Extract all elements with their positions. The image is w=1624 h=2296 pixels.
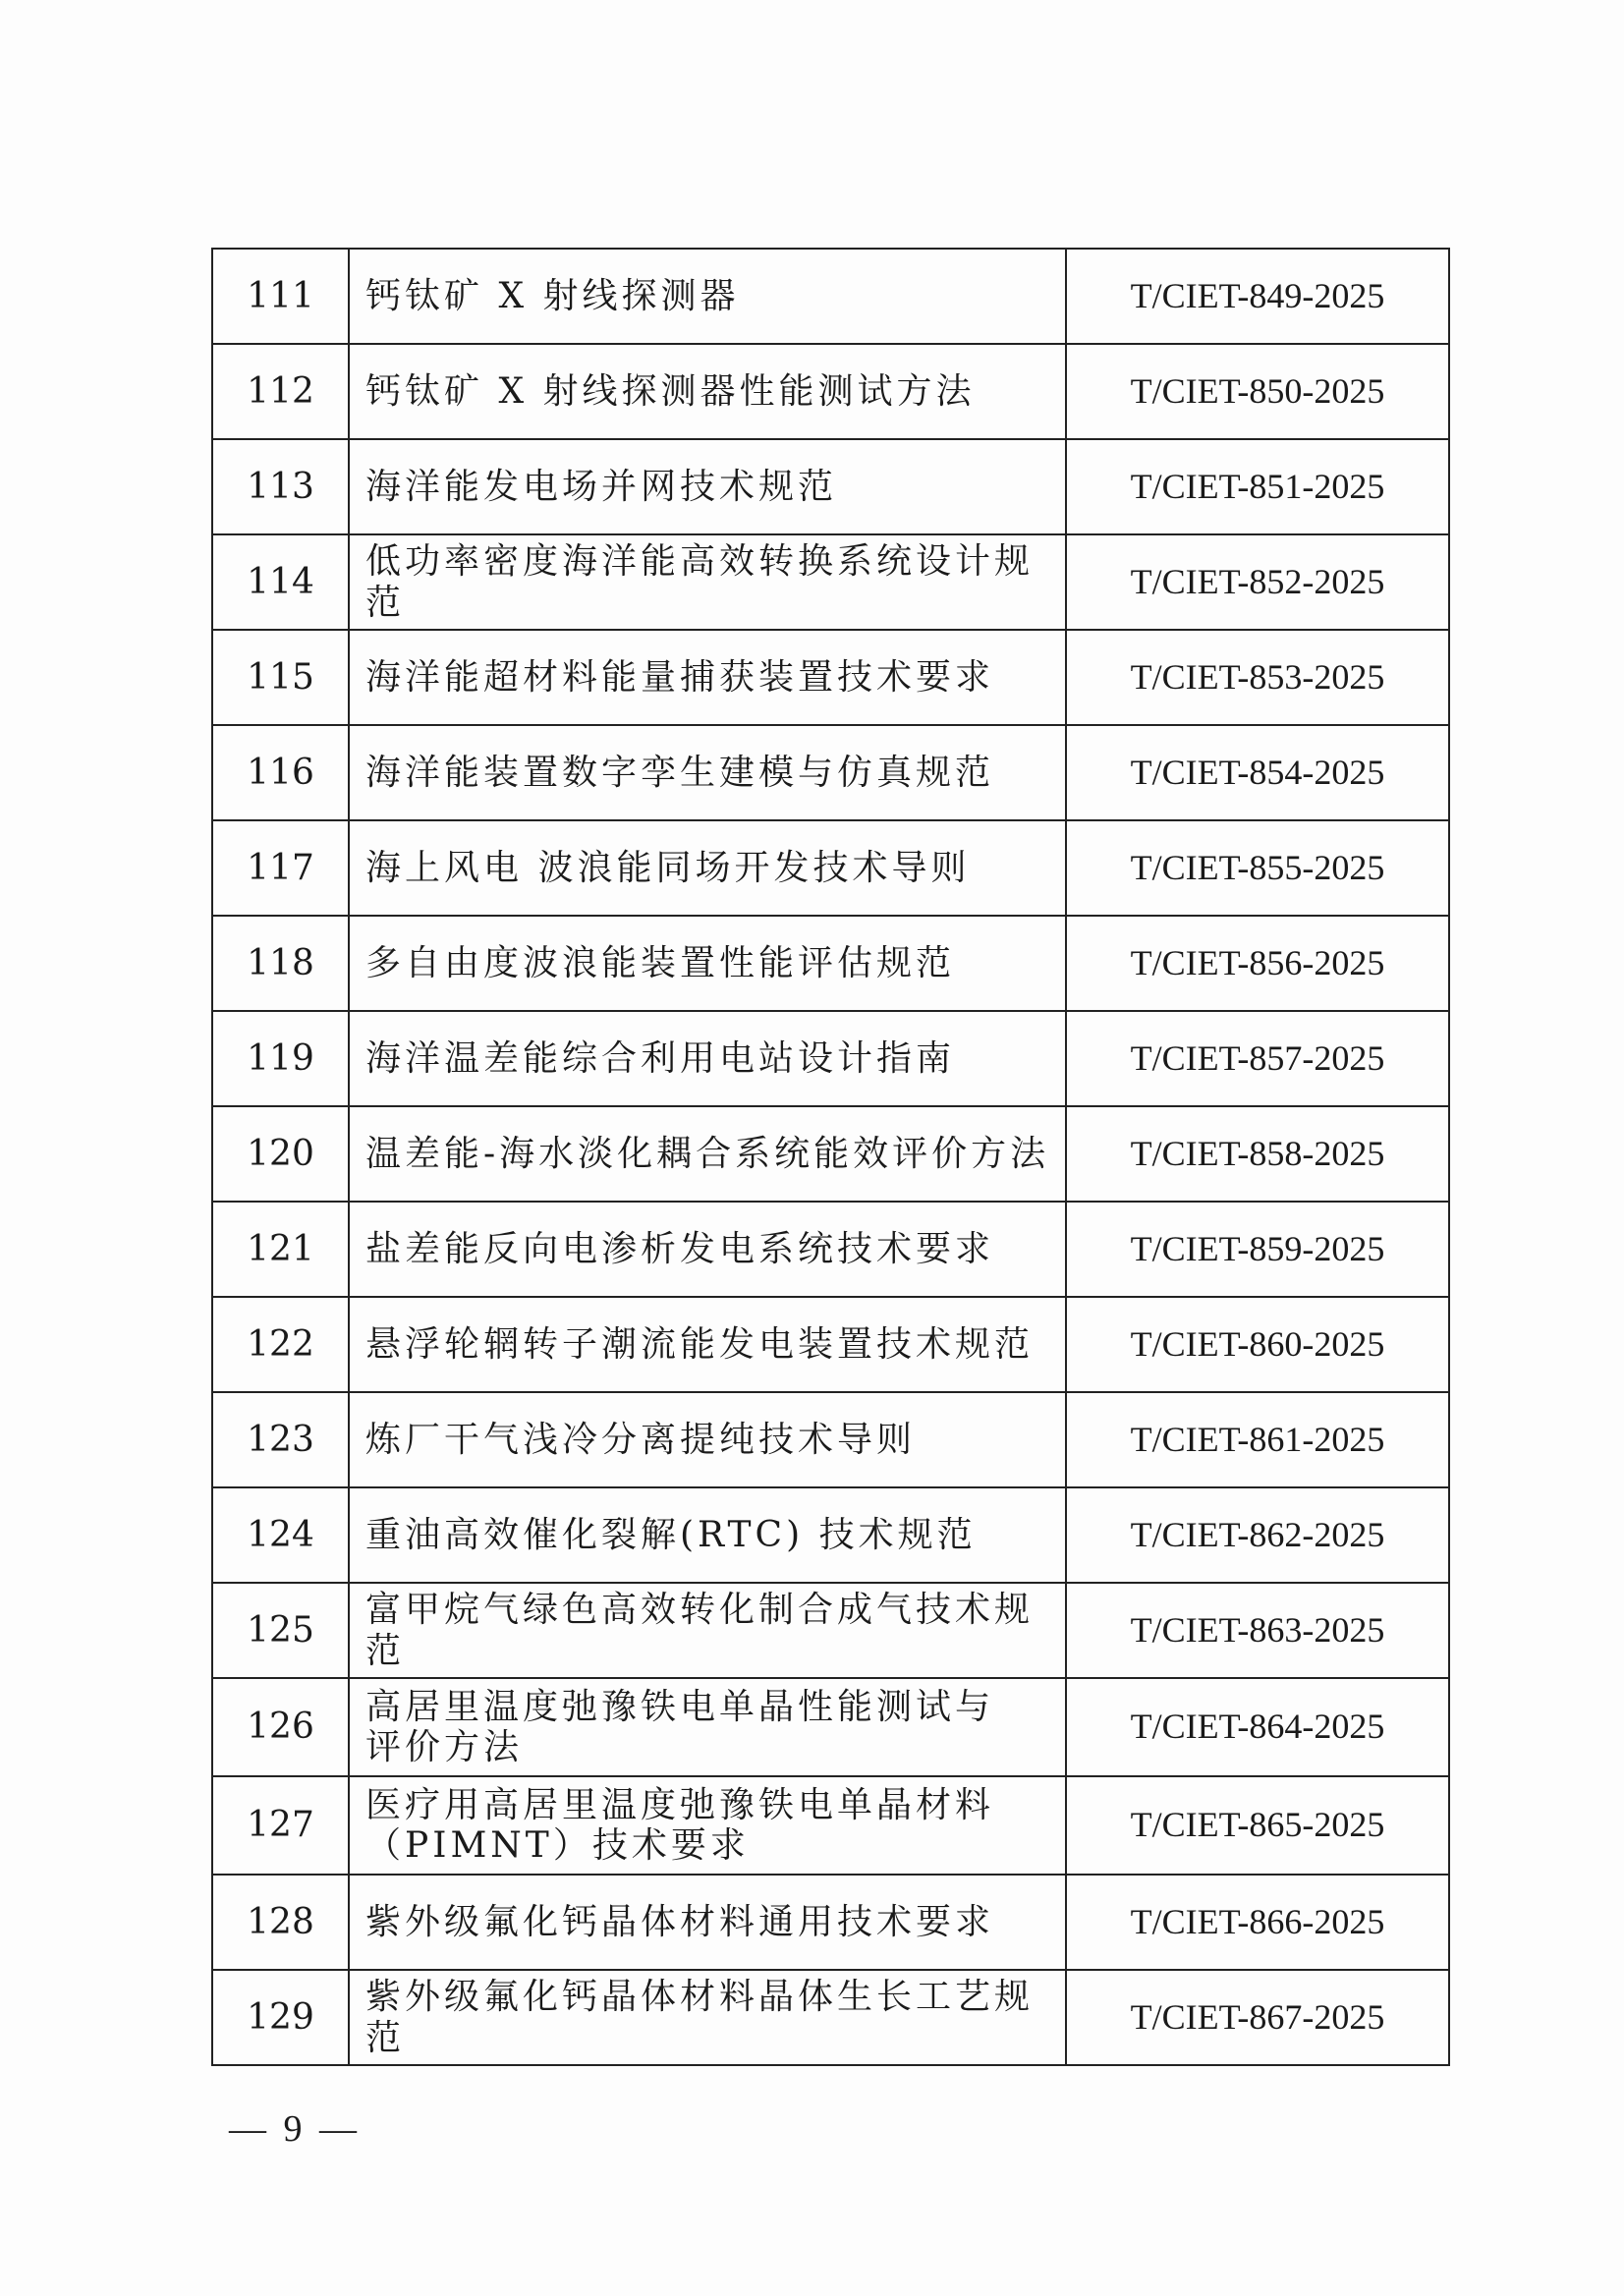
page-number: — 9 — (229, 2108, 361, 2150)
table-row (212, 1678, 1449, 1776)
row-number: 114 (212, 534, 349, 630)
standard-code: T/CIET-862-2025 (1066, 1487, 1449, 1583)
standard-name: 海洋温差能综合利用电站设计指南 (349, 1011, 1066, 1106)
standard-name: 钙钛矿 X 射线探测器性能测试方法 (349, 344, 1066, 439)
row-number: 117 (212, 820, 349, 916)
row-number: 113 (212, 439, 349, 534)
row-number: 123 (212, 1392, 349, 1487)
row-number: 115 (212, 630, 349, 725)
standard-name: 低功率密度海洋能高效转换系统设计规范 (349, 534, 1066, 630)
row-number: 127 (212, 1776, 349, 1875)
table-row (212, 439, 1449, 534)
row-number: 112 (212, 344, 349, 439)
standard-name: 钙钛矿 X 射线探测器 (349, 249, 1066, 344)
standard-name (349, 1678, 1066, 1776)
table-row (212, 1106, 1449, 1202)
standard-name: 海洋能发电场并网技术规范 (349, 439, 1066, 534)
standard-code: T/CIET-853-2025 (1066, 630, 1449, 725)
row-number: 118 (212, 916, 349, 1011)
standard-code: T/CIET-860-2025 (1066, 1297, 1449, 1392)
standard-code: T/CIET-857-2025 (1066, 1011, 1449, 1106)
table-row (212, 534, 1449, 630)
table-row (212, 1202, 1449, 1297)
standard-name: 紫外级氟化钙晶体材料通用技术要求 (349, 1875, 1066, 1970)
standard-name: 多自由度波浪能装置性能评估规范 (349, 916, 1066, 1011)
standard-code: T/CIET-849-2025 (1066, 249, 1449, 344)
standard-name-line: 高居里温度弛豫铁电单晶性能测试与 (365, 1686, 995, 1727)
table-row (212, 249, 1449, 344)
table-row (212, 1392, 1449, 1487)
standard-name: 悬浮轮辋转子潮流能发电装置技术规范 (349, 1297, 1066, 1392)
standard-name: 海上风电 波浪能同场开发技术导则 (349, 820, 1066, 916)
standard-name: 重油高效催化裂解(RTC) 技术规范 (349, 1487, 1066, 1583)
row-number: 129 (212, 1970, 349, 2065)
table-row (212, 1776, 1449, 1875)
standards-table (211, 248, 1450, 2066)
row-number: 122 (212, 1297, 349, 1392)
standard-code: T/CIET-851-2025 (1066, 439, 1449, 534)
standard-code: T/CIET-863-2025 (1066, 1583, 1449, 1678)
standard-name-line: 医疗用高居里温度弛豫铁电单晶材料 (365, 1784, 995, 1825)
row-number: 125 (212, 1583, 349, 1678)
standard-code: T/CIET-867-2025 (1066, 1970, 1449, 2065)
standard-code: T/CIET-861-2025 (1066, 1392, 1449, 1487)
standard-name: 富甲烷气绿色高效转化制合成气技术规范 (349, 1583, 1066, 1678)
standard-code: T/CIET-855-2025 (1066, 820, 1449, 916)
table-row (212, 1875, 1449, 1970)
standard-code: T/CIET-854-2025 (1066, 725, 1449, 820)
table-row (212, 820, 1449, 916)
row-number: 128 (212, 1875, 349, 1970)
standard-name: 紫外级氟化钙晶体材料晶体生长工艺规范 (349, 1970, 1066, 2065)
table-row (212, 630, 1449, 725)
standard-name-line: 评价方法 (365, 1727, 524, 1767)
row-number: 116 (212, 725, 349, 820)
standard-code: T/CIET-859-2025 (1066, 1202, 1449, 1297)
row-number: 111 (212, 249, 349, 344)
standard-code: T/CIET-865-2025 (1066, 1776, 1449, 1875)
standard-code: T/CIET-858-2025 (1066, 1106, 1449, 1202)
standard-name (349, 1776, 1066, 1875)
standard-name: 炼厂干气浅冷分离提纯技术导则 (349, 1392, 1066, 1487)
standard-name: 海洋能装置数字孪生建模与仿真规范 (349, 725, 1066, 820)
row-number: 124 (212, 1487, 349, 1583)
table-row (212, 725, 1449, 820)
standard-name: 海洋能超材料能量捕获装置技术要求 (349, 630, 1066, 725)
standard-code: T/CIET-864-2025 (1066, 1678, 1449, 1776)
standard-name: 盐差能反向电渗析发电系统技术要求 (349, 1202, 1066, 1297)
row-number: 121 (212, 1202, 349, 1297)
row-number: 120 (212, 1106, 349, 1202)
table-row (212, 916, 1449, 1011)
row-number: 119 (212, 1011, 349, 1106)
table-row (212, 1297, 1449, 1392)
table-row (212, 1487, 1449, 1583)
standard-code: T/CIET-850-2025 (1066, 344, 1449, 439)
standard-name: 温差能-海水淡化耦合系统能效评价方法 (349, 1106, 1066, 1202)
standard-code: T/CIET-866-2025 (1066, 1875, 1449, 1970)
table-row (212, 344, 1449, 439)
table-row (212, 1583, 1449, 1678)
standard-name-line: （PIMNT）技术要求 (365, 1825, 750, 1866)
standard-code: T/CIET-852-2025 (1066, 534, 1449, 630)
table-row (212, 1970, 1449, 2065)
row-number: 126 (212, 1678, 349, 1776)
table-row (212, 1011, 1449, 1106)
standard-code: T/CIET-856-2025 (1066, 916, 1449, 1011)
